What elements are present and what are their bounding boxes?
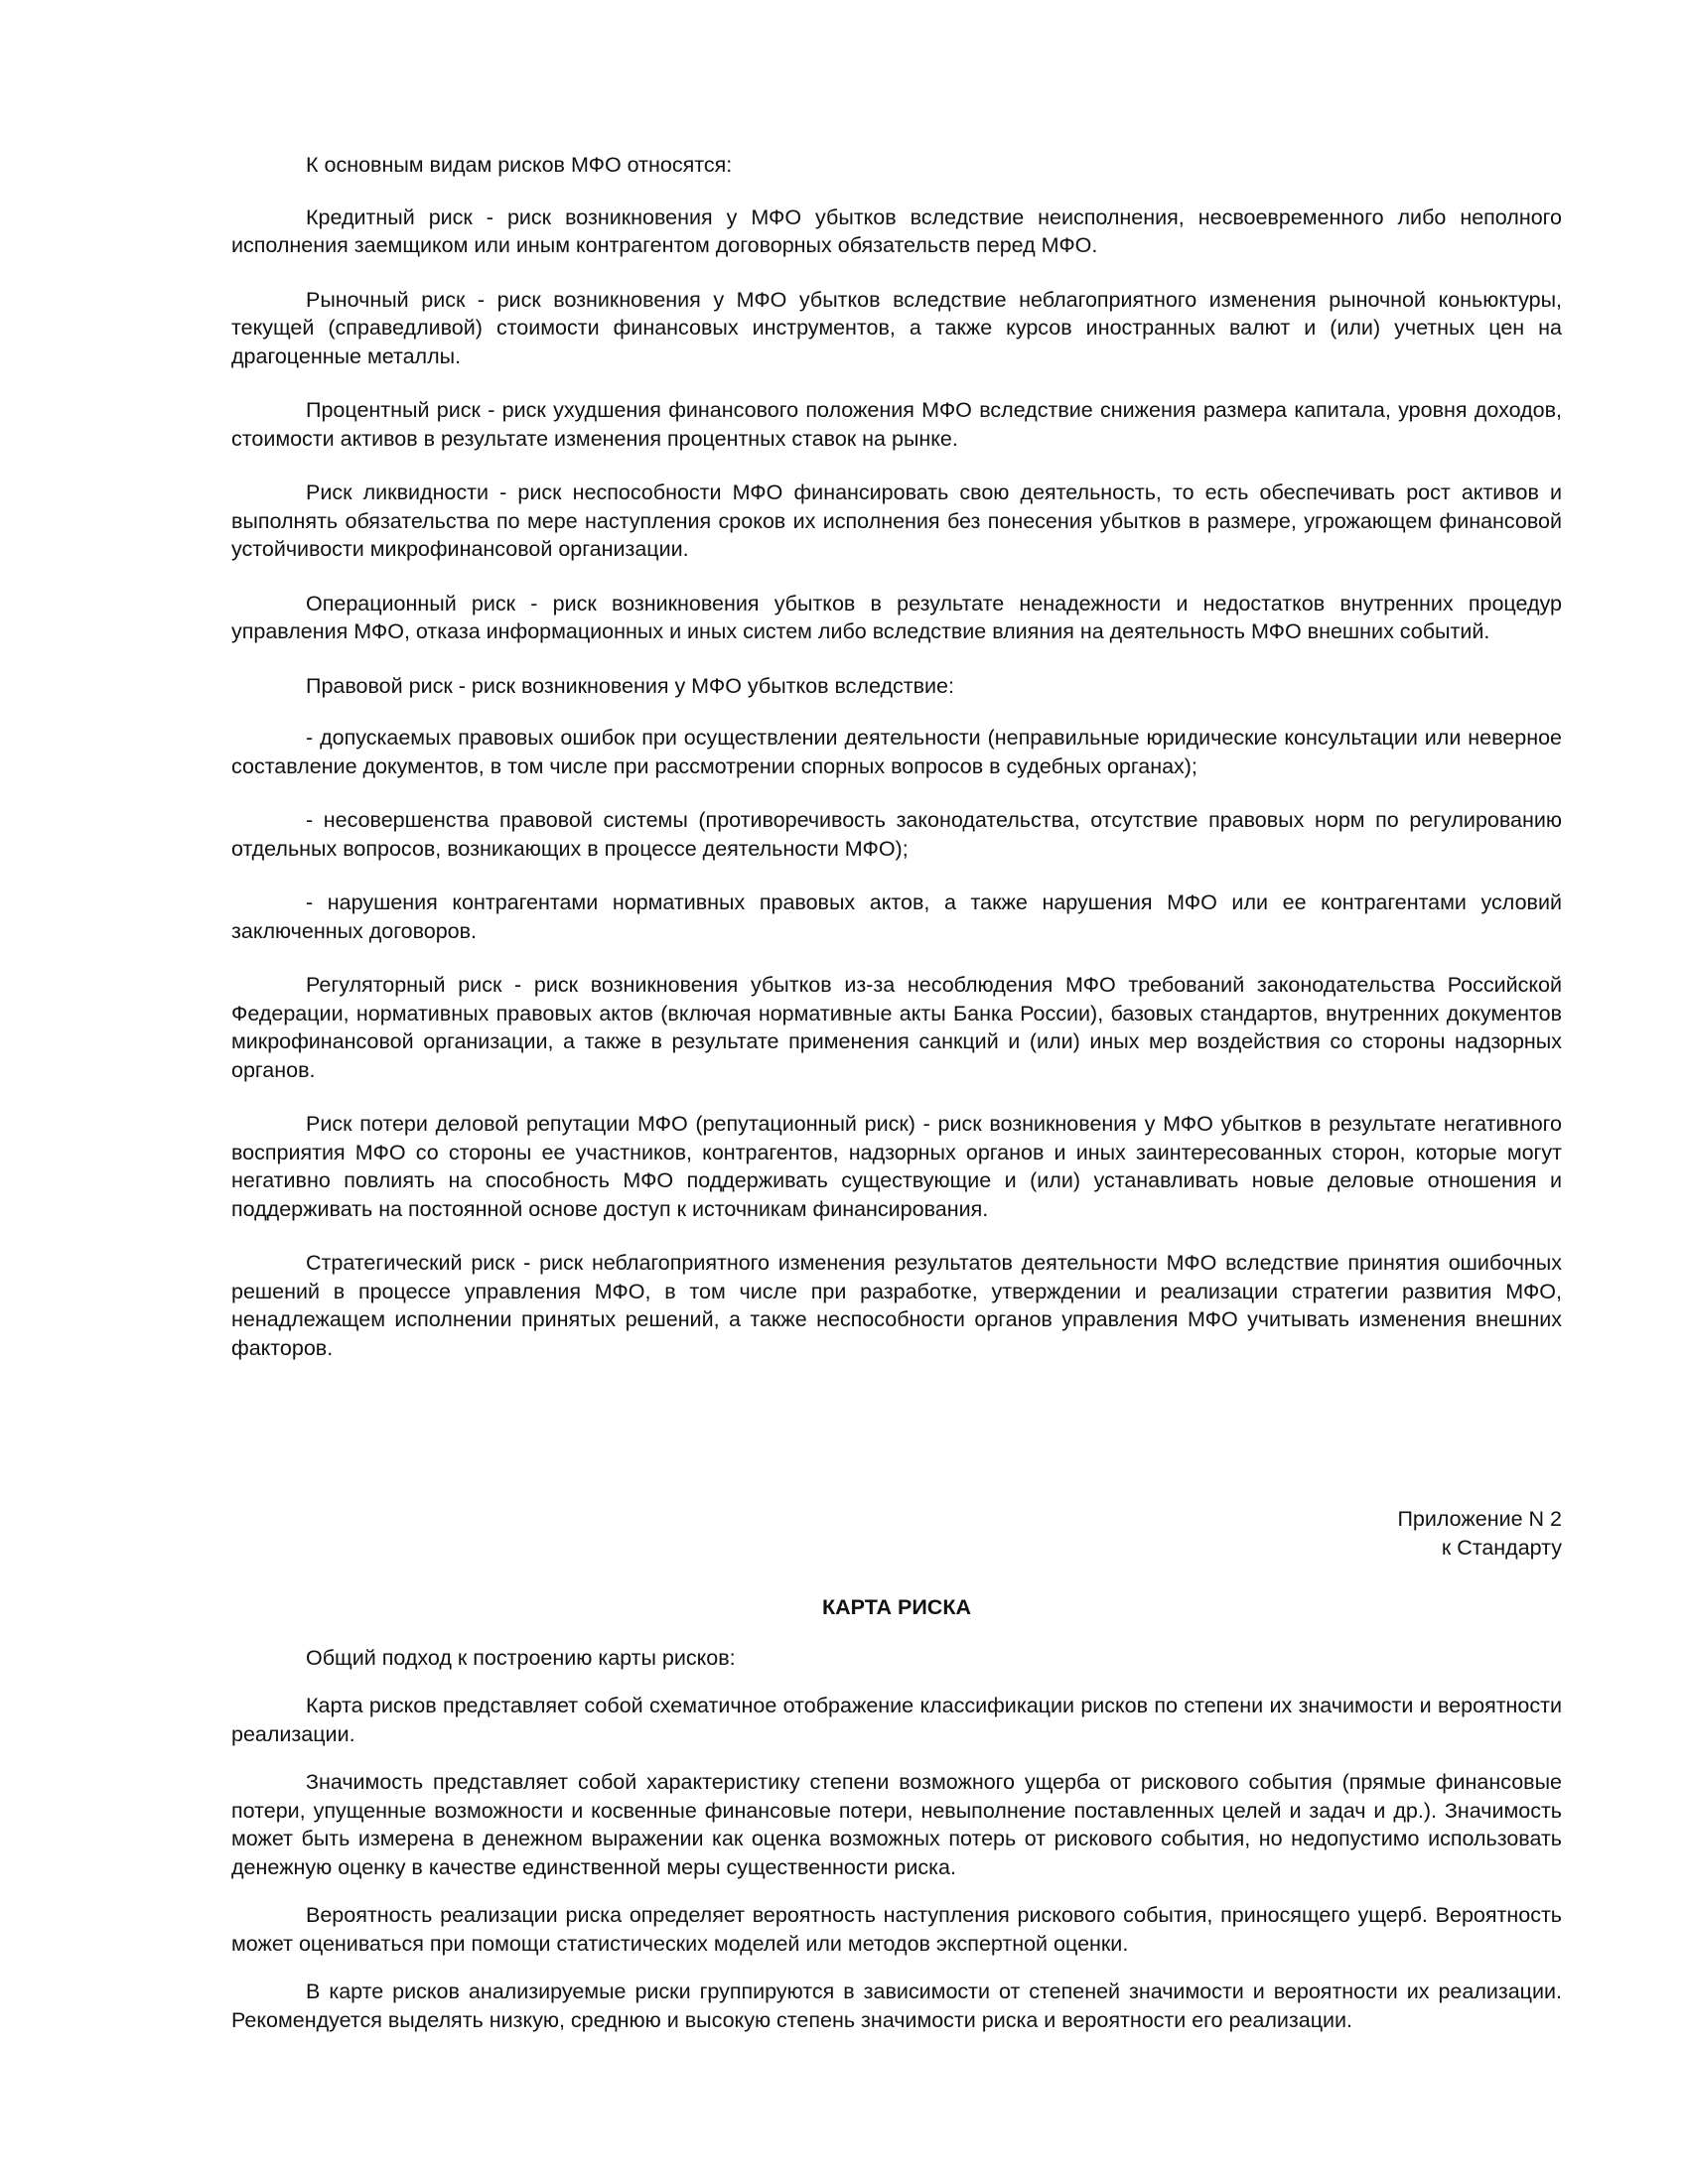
legal-risk-item: - несовершенства правовой системы (противоречивость законодательства, отсутствие правовых норм по регулированию отдельных вопросов, возникающих в процессе деятельности МФО); [231, 808, 1562, 861]
interest-risk-paragraph: Процентный риск - риск ухудшения финансового положения МФО вследствие снижения размера капитала, уровня доходов, стоимости активов в результате изменения процентных ставок на рынке. [231, 398, 1562, 451]
risk-map-definition: Карта рисков представляет собой схематичное отображение классификации рисков по степени их значимости и вероятности реализации. [231, 1694, 1562, 1746]
grouping-paragraph: В карте рисков анализируемые риски группируются в зависимости от степеней значимости и вероятности их реализации. Рекомендуется выделять низкую, среднюю и высокую степень значимости риска и вероятности его реализации. [231, 1979, 1562, 2032]
section-spacer [231, 1388, 1562, 1505]
appendix-number: Приложение N 2 [1397, 1507, 1562, 1531]
liquidity-risk-paragraph: Риск ликвидности - риск неспособности МФО финансировать свою деятельность, то есть обеспечивать рост активов и выполнять обязательства по мере наступления сроков их исполнения без понесения убытков в размере, угрожающем финансовой устойчивости микрофинансовой организации. [231, 480, 1562, 561]
reputational-risk-paragraph: Риск потери деловой репутации МФО (репутационный риск) - риск возникновения у МФО убытков в результате негативного восприятия МФО со стороны ее участников, контрагентов, надзорных органов и иных заинтересованных сторон, которые могут негативно повлиять на способность МФО поддерживать существующие и (или) устанавливать новые деловые отношения и поддерживать на постоянной основе доступ к источникам финансирования. [231, 1112, 1562, 1221]
credit-risk-paragraph: Кредитный риск - риск возникновения у МФО убытков вследствие неисполнения, несвоевременного либо неполного исполнения заемщиком или иным контрагентом договорных обязательств перед МФО. [231, 205, 1562, 257]
appendix-reference: к Стандарту [1441, 1535, 1562, 1560]
appendix-label [231, 1505, 1562, 1562]
risk-types-intro: К основным видам рисков МФО относятся: [306, 153, 733, 177]
section-title: КАРТА РИСКА [822, 1595, 971, 1619]
regulatory-risk-paragraph: Регуляторный риск - риск возникновения убытков из-за несоблюдения МФО требований законодательства Российской Федерации, нормативных правовых актов (включая нормативные акты Банка России), базовых стандартов, внутренних документов микрофинансовой организации, а также в результате применения санкций и (или) иных мер воздействия со стороны надзорных органов. [231, 973, 1562, 1082]
probability-paragraph: Вероятность реализации риска определяет вероятность наступления рискового события, приносящего ущерб. Вероятность может оцениваться при помощи статистических моделей или методов экспертной оценки. [231, 1903, 1562, 1956]
legal-risk-item: - нарушения контрагентами нормативных правовых актов, а также нарушения МФО или ее контрагентами условий заключенных договоров. [231, 890, 1562, 943]
risk-map-intro: Общий подход к построению карты рисков: [306, 1645, 736, 1670]
significance-paragraph: Значимость представляет собой характеристику степени возможного ущерба от рискового события (прямые финансовые потери, упущенные возможности и косвенные финансовые потери, невыполнение поставленных целей и задач и др.). Значимость может быть измерена в денежном выражении как оценка возможных потерь от рискового события, но недопустимо использовать денежную оценку в качестве единственной меры существенности риска. [231, 1770, 1562, 1879]
market-risk-paragraph: Рыночный риск - риск возникновения у МФО убытков вследствие неблагоприятного изменения рыночной коньюктуры, текущей (справедливой) стоимости финансовых инструментов, а также курсов иностранных валют и (или) учетных цен на драгоценные металлы. [231, 287, 1562, 368]
operational-risk-paragraph: Операционный риск - риск возникновения убытков в результате ненадежности и недостатков внутренних процедур управления МФО, отказа информационных и иных систем либо вследствие влияния на деятельность МФО внешних событий. [231, 591, 1562, 643]
strategic-risk-paragraph: Стратегический риск - риск неблагоприятного изменения результатов деятельности МФО вследствие принятия ошибочных решений в процессе управления МФО, в том числе при разработке, утверждении и реализации стратегии развития МФО, ненадлежащем исполнении принятых решений, а также неспособности органов управления МФО учитывать изменения внешних факторов. [231, 1251, 1562, 1360]
legal-risk-item: - допускаемых правовых ошибок при осуществлении деятельности (неправильные юридические консультации или неверное составление документов, в том числе при рассмотрении спорных вопросов в судебных органах); [231, 726, 1562, 778]
document-page [231, 151, 1562, 2054]
legal-risk-paragraph: Правовой риск - риск возникновения у МФО убытков вследствие: [306, 673, 954, 698]
